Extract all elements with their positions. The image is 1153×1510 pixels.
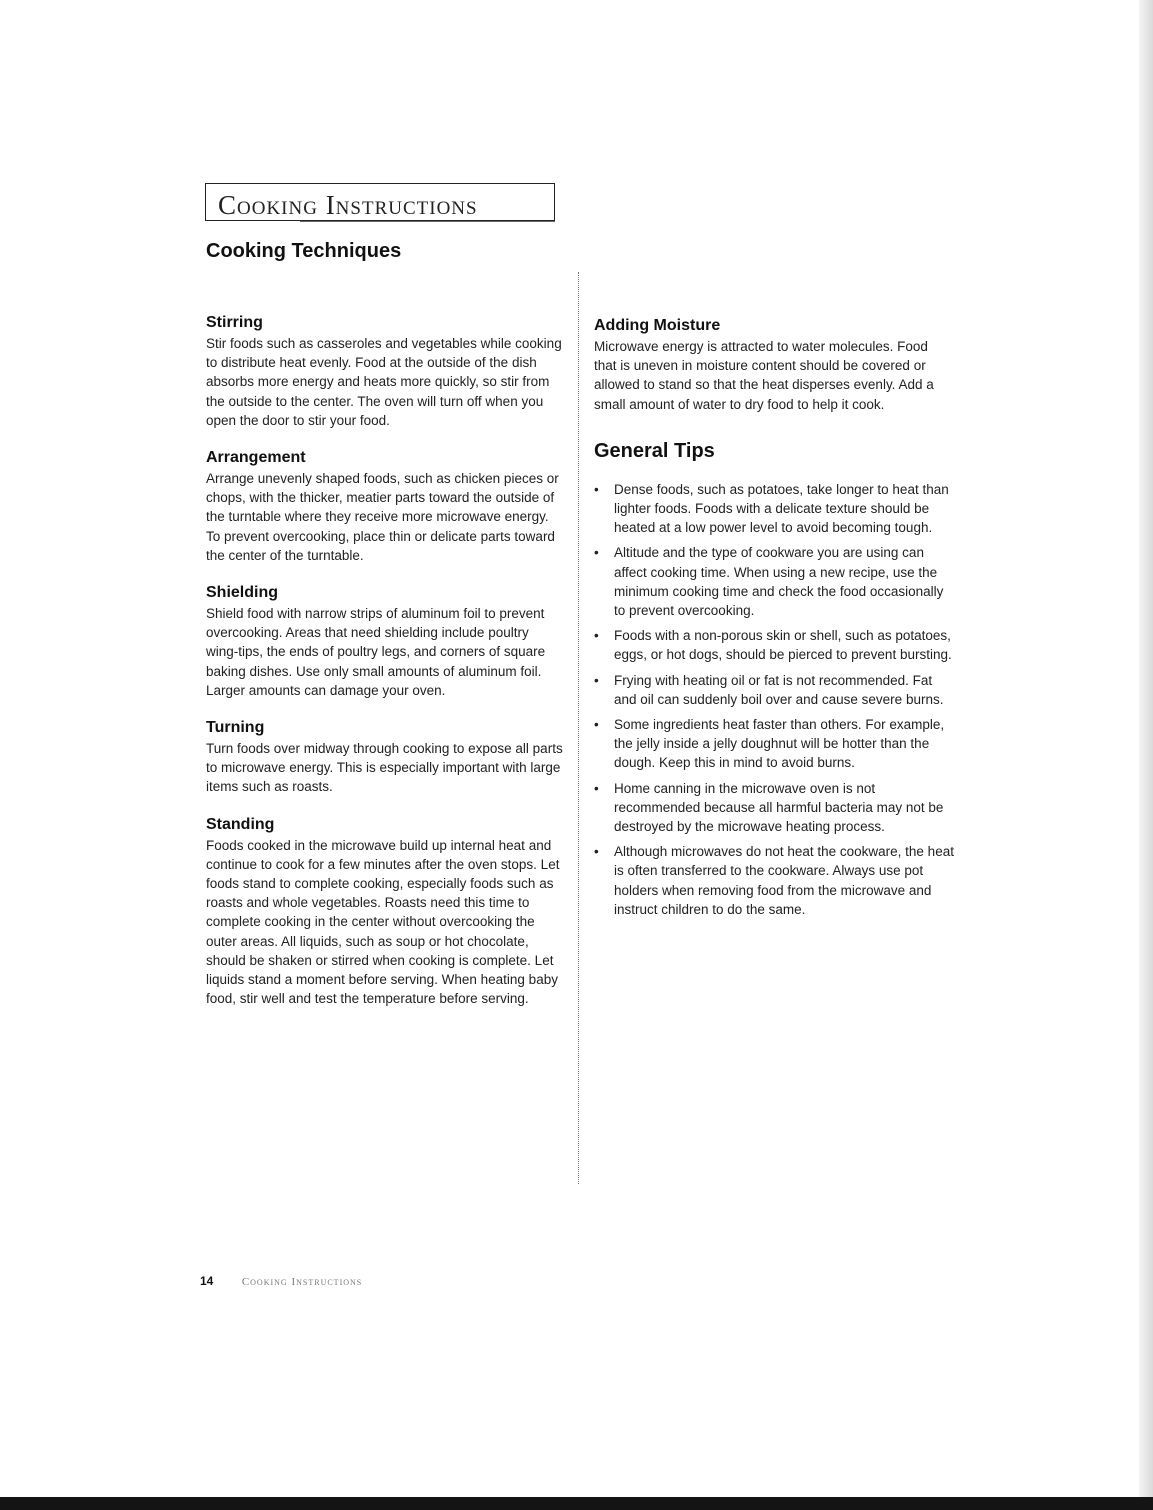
page-heading: Cooking Techniques <box>206 240 402 262</box>
section-heading: Turning <box>206 719 265 737</box>
bullet-icon: • <box>594 844 599 860</box>
section-heading: Arrangement <box>206 449 306 467</box>
column-divider <box>578 272 579 1184</box>
page-footer <box>200 1272 362 1290</box>
section-adding-moisture <box>594 316 954 414</box>
bullet-icon: • <box>594 672 599 688</box>
bullet-icon: • <box>594 545 599 561</box>
section-heading: Adding Moisture <box>594 317 721 334</box>
page-number: 14 <box>200 1274 214 1288</box>
tip-text: Frying with heating oil or fat is not recommended. Fat and oil can suddenly boil over and cause severe burns. <box>614 672 944 707</box>
section-title: Cooking Instructions <box>218 190 478 220</box>
list-item <box>594 715 954 773</box>
page-edge-shadow <box>1139 0 1153 1497</box>
section-heading: Shielding <box>206 584 278 602</box>
tip-text: Foods with a non-porous skin or shell, such as potatoes, eggs, or hot dogs, should be pierced to prevent bursting. <box>614 628 952 663</box>
section-body: Foods cooked in the microwave build up internal heat and continue to cook for a few minutes after the oven stops. Let foods stand to complete cooking, especially foods such as roasts and whole vegetables. Roasts need this time to complete cooking in the center without overcooking the outer areas. All liquids, such as soup or hot chocolate, should be shaken or stirred when cooking is complete. Let liquids stand a moment before serving. When heating baby food, stir well and test the temperature before serving. <box>206 837 560 1007</box>
section-body: Microwave energy is attracted to water molecules. Food that is uneven in moisture content should be covered or allowed to stand so that the heat disperses evenly. Add a small amount of water to dry food to help it cook. <box>594 339 934 412</box>
general-tips-heading: General Tips <box>594 439 715 462</box>
list-item <box>594 842 954 919</box>
tip-text: Altitude and the type of cookware you are using can affect cooking time. When using a new recipe, use the minimum cooking time and check the food occasionally to prevent overcooking. <box>614 545 944 619</box>
section-standing <box>206 815 564 1009</box>
bullet-icon: • <box>594 780 599 796</box>
section-body: Shield food with narrow strips of aluminum foil to prevent overcooking. Areas that need shielding include poultry wing-tips, the ends of poultry legs, and corners of square baking dishes. Use only small amounts of aluminum foil. Larger amounts can damage your oven. <box>206 606 546 698</box>
section-arrangement <box>206 448 564 565</box>
section-title-underline <box>300 221 555 222</box>
list-item <box>594 779 954 837</box>
section-body: Stir foods such as casseroles and vegetables while cooking to distribute heat evenly. Food at the outside of the dish absorbs more energy and heats more quickly, so stir from the outside to the center. The oven will turn off when you open the door to stir your food. <box>206 336 562 428</box>
section-stirring <box>206 313 564 430</box>
general-tips-list <box>594 480 954 919</box>
bullet-icon: • <box>594 717 599 733</box>
section-heading: Standing <box>206 815 275 833</box>
section-heading: Stirring <box>206 314 263 331</box>
section-body: Arrange unevenly shaped foods, such as chicken pieces or chops, with the thicker, meatier parts toward the outside of the turntable where they receive more microwave energy. To prevent overcooking, place thin or delicate parts toward the center of the turntable. <box>206 471 559 563</box>
section-turning <box>206 718 564 797</box>
bullet-icon: • <box>594 628 599 644</box>
right-column <box>594 316 954 925</box>
list-item <box>594 671 954 709</box>
section-shielding <box>206 583 564 700</box>
tip-text: Although microwaves do not heat the cookware, the heat is often transferred to the cookware. Always use pot holders when removing food from the microwave and instruct children to do the same. <box>614 844 954 917</box>
list-item <box>594 543 954 620</box>
scan-bottom-edge <box>0 1497 1153 1510</box>
list-item <box>594 626 954 664</box>
tip-text: Dense foods, such as potatoes, take longer to heat than lighter foods. Foods with a delicate texture should be heated at a low power level to avoid becoming tough. <box>614 481 949 536</box>
section-body: Turn foods over midway through cooking to expose all parts to microwave energy. This is especially important with large items such as roasts. <box>206 741 563 795</box>
running-title: Cooking Instructions <box>241 1276 363 1288</box>
left-column <box>206 313 564 1026</box>
tip-text: Home canning in the microwave oven is not recommended because all harmful bacteria may not be destroyed by the microwave heating process. <box>614 780 944 835</box>
tip-text: Some ingredients heat faster than others. For example, the jelly inside a jelly doughnut will be hotter than the dough. Keep this in mind to avoid burns. <box>614 717 945 771</box>
section-title-box <box>205 183 555 221</box>
list-item <box>594 480 954 538</box>
bullet-icon: • <box>594 481 599 497</box>
